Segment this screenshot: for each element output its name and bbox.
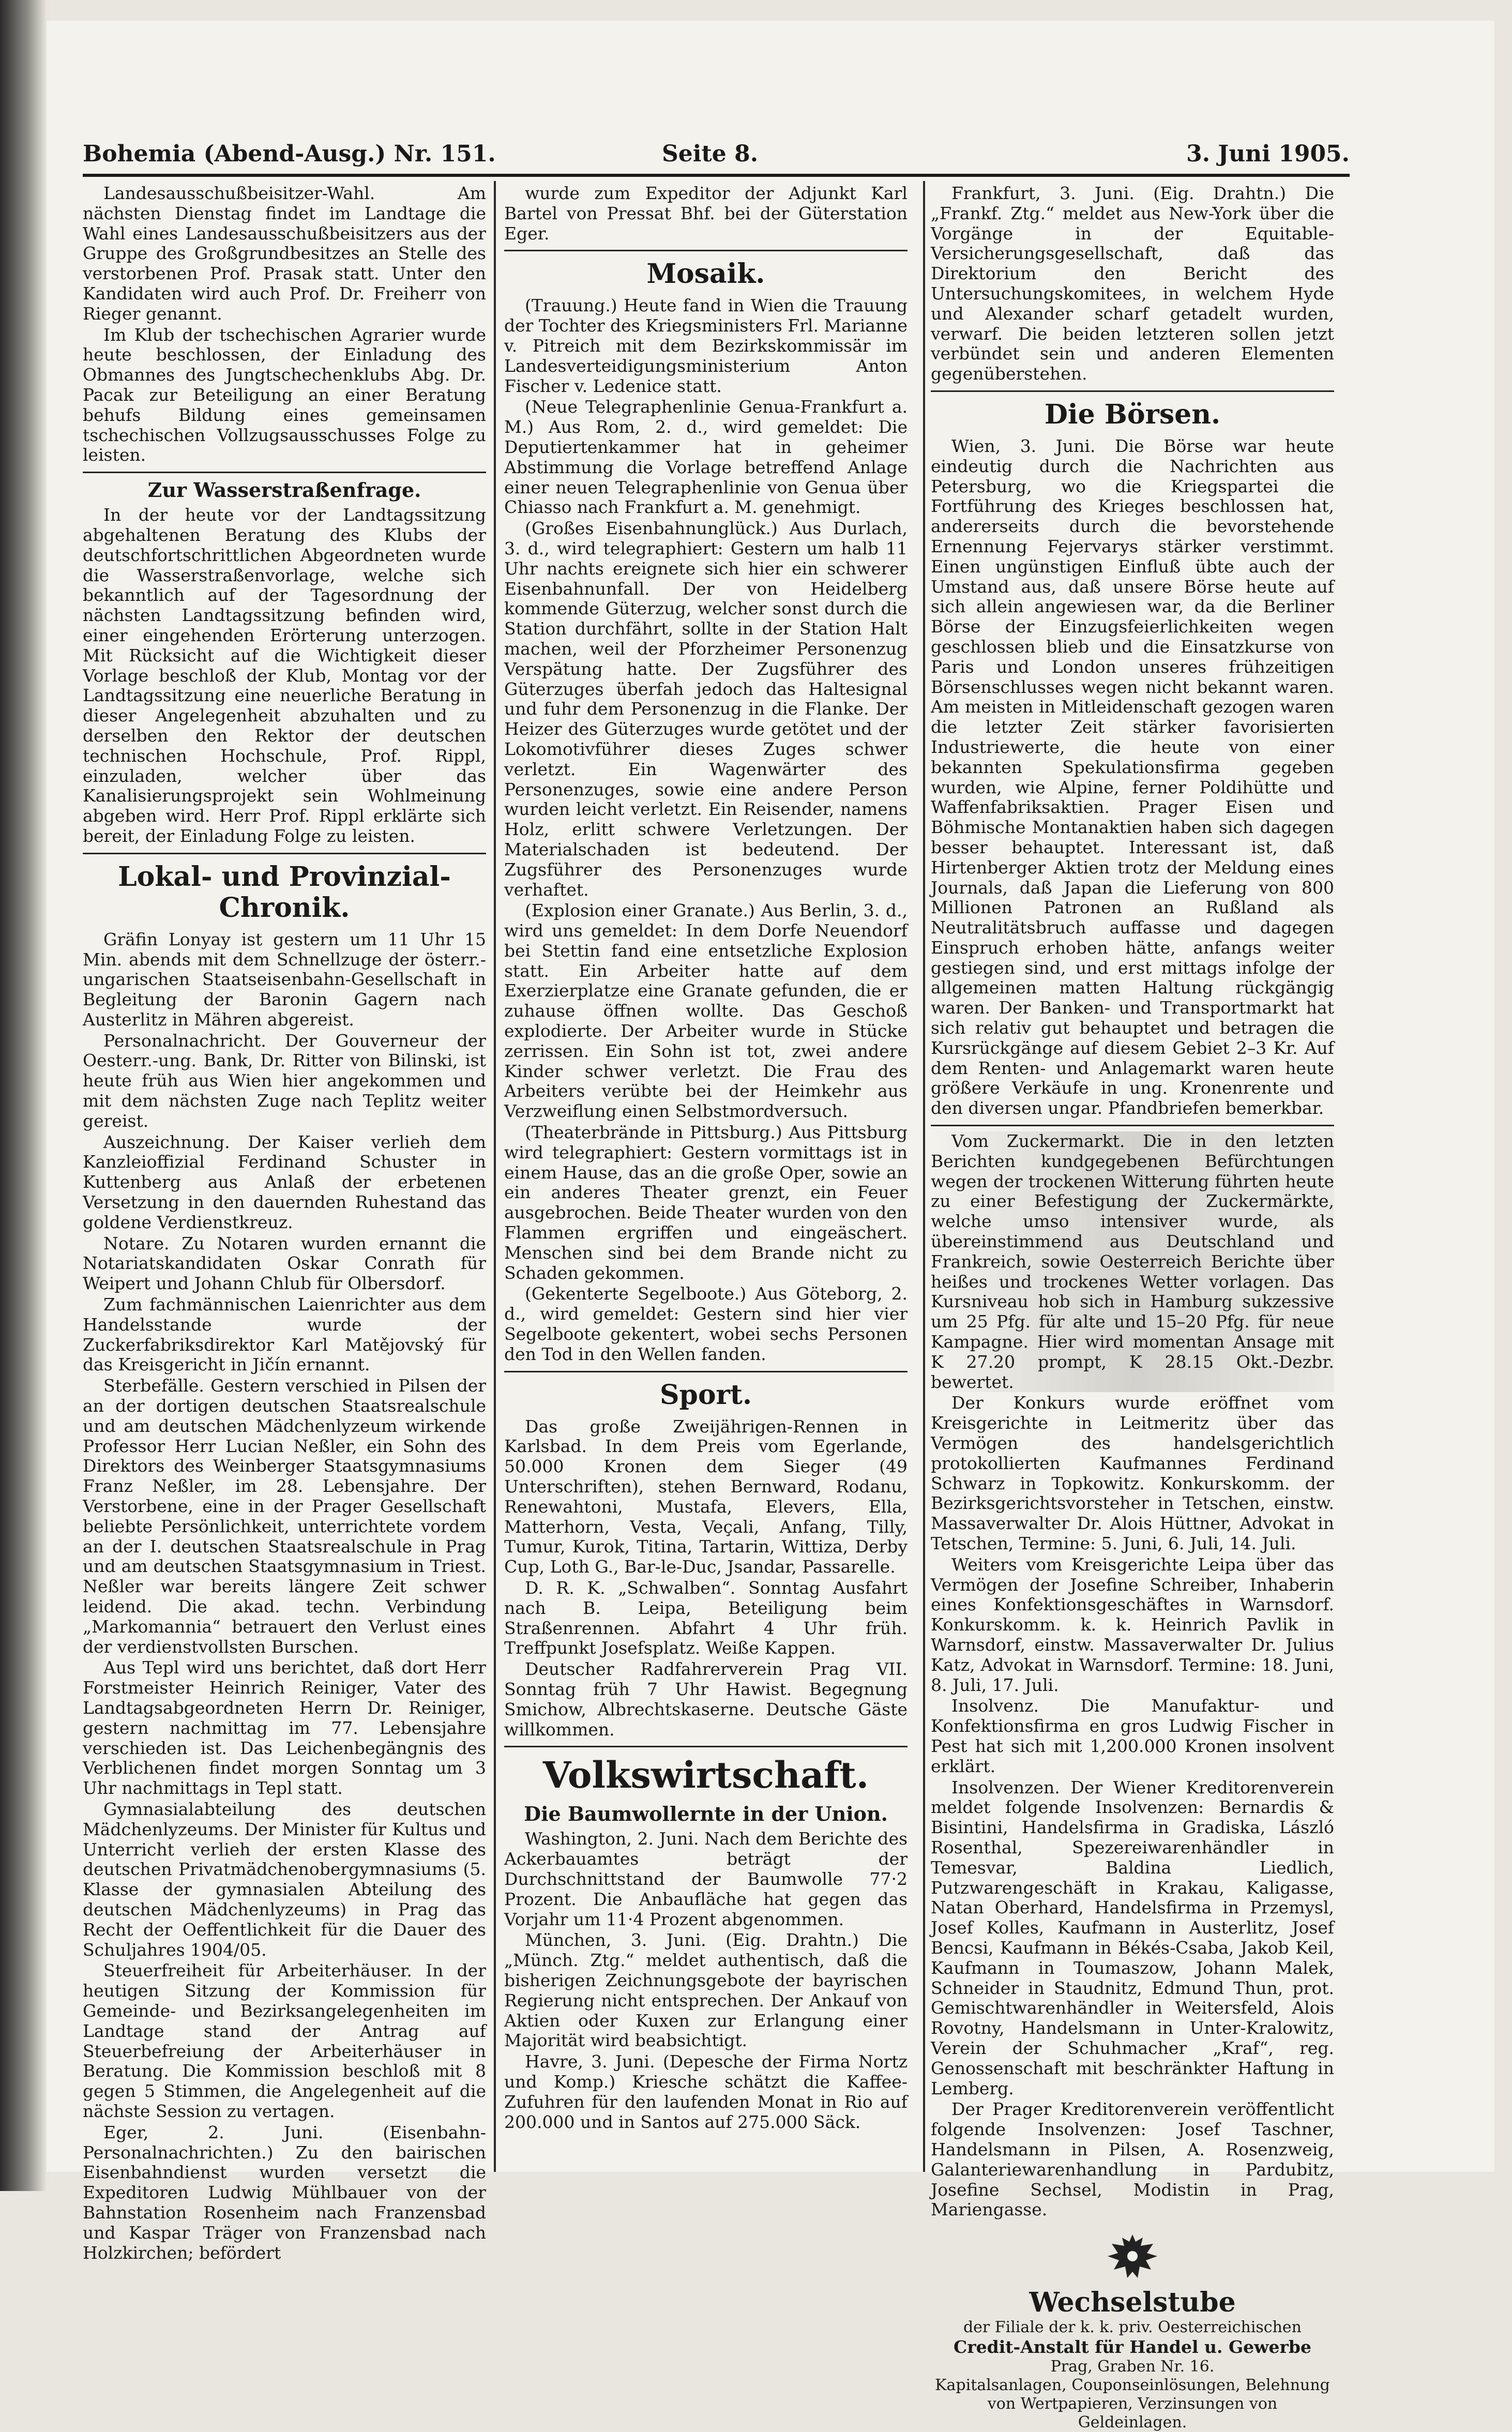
separator [504, 250, 908, 251]
article-personalnachricht: Personalnachricht. Der Gouverneur der Oesterr.-ung. Bank, Dr. Ritter von Bilinski, ist heute früh aus Wien hier angekommen und mit dem nächsten Zuge nach Teplitz weiter gereist. [83, 1030, 486, 1131]
header-title: Bohemia (Abend-Ausg.) Nr. 151. [83, 141, 496, 167]
article-konkurs-leipa: Weiters vom Kreisgerichte Leipa über das Vermögen der Josefine Schreiber, Inhaberin eines Konfektionsgeschäftes in Warnsdorf. Konkurskomm. k. k. Heinrich Pavlik in Warnsdorf, einstw. Massaverwalter Dr. Julius Katz, Advokat in Warnsdorf. Termine: 18. Juni, 8. Juli, 17. Juli. [931, 1554, 1334, 1695]
header-rule [83, 174, 1350, 177]
article-granate: (Explosion einer Granate.) Aus Berlin, 3. d., wird uns gemeldet: In dem Dorfe Neuendorf bei Stettin fand eine entsetzliche Explosion statt. Ein Arbeiter hatte auf dem Exerzierplatze eine Granate gefunden, die er zuhause öffnen wollte. Das Geschoß explodierte. Der Arbeiter wurde in Stücke zerrissen. Ein Sohn ist tot, zwei andere Kinder schwer verletzt. Die Frau des Arbeiters verübte bei der Heimkehr aus Verzweiflung einen Selbstmordversuch. [504, 900, 908, 1122]
heading-boersen: Die Börsen. [1044, 398, 1221, 430]
advertisement-wechselstube [931, 2230, 1334, 2432]
ad-title: Wechselstube [1029, 2287, 1236, 2319]
article-gymnasialabteilung: Gymnasialabteilung des deutschen Mädchenlyzeums. Der Minister für Kultus und Unterricht verlieh der ersten Klasse des deutschen Privatmädchenobergymnasiums (5. Klasse der gymnasialen Abteilung des deutschen Mädchenlyzeums) in Prag das Recht der Oeffentlichkeit für die Dauer des Schuljahres 1904/05. [83, 1799, 486, 1960]
article-laienrichter: Zum fachmännischen Laienrichter aus dem Handelsstande wurde der Zuckerfabriksdirektor Karl Matějovský für das Kreisgericht in Jičín ernannt. [83, 1294, 486, 1375]
column-1 [83, 183, 486, 2263]
article-radfahrerverein: Deutscher Radfahrerverein Prag VII. Sonntag früh 7 Uhr Hawist. Begegnung Smichow, Albrechtskaserne. Deutsche Gäste willkommen. [504, 1659, 908, 1740]
separator [504, 1371, 908, 1372]
article-havre: Havre, 3. Juni. (Depesche der Firma Nortz und Komp.) Kriesche schätzt die Kaffee-Zufuhren für den laufenden Monat in Rio auf 200.000 und in Santos auf 275.000 Säck. [504, 2051, 908, 2132]
article-trauung: (Trauung.) Heute fand in Wien die Trauung der Tochter des Kriegsministers Frl. Marianne v. Pitreich mit dem Bezirkskommissär im Landesverteidigungsministerium Anton Fischer v. Ledenice statt. [504, 295, 908, 396]
article-wasserstrassenfrage: In der heute vor der Landtagssitzung abgehaltenen Beratung des Klubs der deutschfortschrittlichen Abgeordneten wurde die Wasserstraßenvorlage, welche sich bekanntlich auf der Tagesordnung der nächsten Landtagssitzung befinden wird, einer eingehenden Erörterung unterzogen. Mit Rücksicht auf die Wichtigkeit dieser Vorlage beschloß der Klub, Montag vor der Landtagssitzung eine neuerliche Beratung in dieser Angelegenheit abzuhalten und zu derselben den Rektor der deutschen technischen Hochschule, Prof. Rippl, einzuladen, welcher über das Kanalisierungsprojekt sein Wohlmeinung abgeben wird. Herr Prof. Rippl erklärte sich bereit, der Einladung Folge zu leisten. [83, 505, 486, 846]
column-divider-2 [923, 181, 925, 2172]
heading-volkswirtschaft: Volkswirtschaft. [542, 1754, 869, 1797]
heading-lokal-chronik: Lokal- und Provinzial-Chronik. [118, 860, 451, 924]
ad-line-2: Credit-Anstalt für Handel u. Gewerbe [954, 2337, 1311, 2358]
article-notare: Notare. Zu Notaren wurden ernannt die Notariatskandidaten Oskar Conrath für Weipert und Johann Chlub für Olbersdorf. [83, 1233, 486, 1294]
heading-sport: Sport. [659, 1379, 752, 1411]
article-washington: Washington, 2. Juni. Nach dem Berichte des Ackerbauamtes beträgt der Durchschnittstand der Baumwolle 77·2 Prozent. Die Anbaufläche hat gegen das Vorjahr um 11·4 Prozent abgenommen. [504, 1829, 908, 1929]
article-landesausschuss: Landesausschußbeisitzer-Wahl. Am nächsten Dienstag findet im Landtage die Wahl eines Landesausschußbeisitzers aus der Gruppe des Großgrundbesitzes an Stelle des verstorbenen Prof. Prasak statt. Unter den Kandidaten wird auch Prof. Dr. Freiherr von Rieger genannt. [83, 183, 486, 324]
article-eger: Eger, 2. Juni. (Eisenbahn-Personalnachrichten.) Zu den bairischen Eisenbahndienst wurden versetzt die Expeditoren Ludwig Mühlbauer von der Bahnstation Rosenheim nach Franzensbad und Kaspar Träger von Franzensbad nach Holzkirchen; befördert [83, 2122, 486, 2263]
header-page-number: Seite 8. [662, 141, 759, 167]
article-sterbefaelle: Sterbefälle. Gestern verschied in Pilsen der an der dortigen deutschen Staatsrealschule und am deutschen Mädchenlyzeum wirkende Professor Herr Lucian Neßler, ein Sohn des Direktors des Weinberger Staatsgymnasiums Franz Neßler, im 28. Lebensjahre. Der Verstorbene, eine in der Prager Gesellschaft beliebte Persönlichkeit, unterrichtete vordem an der I. deutschen Staatsrealschule in Prag und am deutschen Staatsgymnasium in Triest. Neßler war bereits längere Zeit schwer leidend. Die akad. techn. Verbindung „Markomannia“ betrauert den Verlust eines der verdienstvollsten Burschen. [83, 1376, 486, 1657]
double-eagle-icon [1101, 2230, 1163, 2287]
article-tepl: Aus Tepl wird uns berichtet, daß dort Herr Forstmeister Heinrich Reiniger, Vater des Landtagsabgeordneten Herrn Dr. Reiniger, gestern nachmittag im 77. Lebensjahre verschieden ist. Das Leichenbegängnis des Verblichenen findet morgen Sonntag um 3 Uhr nachmittags in Tepl statt. [83, 1657, 486, 1799]
ad-line-3: Prag, Graben Nr. 16. [1050, 2358, 1215, 2376]
article-muenchen: München, 3. Juni. (Eig. Drahtn.) Die „Münch. Ztg.“ meldet authentisch, daß die bisherigen Zeichnungsgebote der bayrischen Regierung nicht entsprechen. Der Ankauf von Aktien oder Kuxen zur Erlangung einer Majorität wird beabsichtigt. [504, 1930, 908, 2051]
article-eger-continued: wurde zum Expeditor der Adjunkt Karl Bartel von Pressat Bhf. bei der Güterstation Eger. [504, 183, 908, 244]
separator [931, 1125, 1334, 1126]
article-schwalben: D. R. K. „Schwalben“. Sonntag Ausfahrt nach B. Leipa, Beteiligung beim Straßenrennen. Abfahrt 4 Uhr früh. Treffpunkt Josefsplatz. Weiße Kappen. [504, 1578, 908, 1658]
page-header [83, 141, 1350, 177]
separator [83, 472, 486, 473]
column-divider-1 [494, 181, 496, 2172]
heading-baumwollernte: Die Baumwollernte in der Union. [524, 1802, 888, 1826]
column-3 [931, 183, 1334, 2432]
separator [504, 1746, 908, 1747]
heading-mosaik: Mosaik. [646, 258, 765, 290]
article-insolvenzen-prag: Der Prager Kreditorenverein veröffentlicht folgende Insolvenzen: Josef Taschner, Handelsmann in Pilsen, A. Rosenzweig, Galanteriewarenhandlung in Pardubitz, Josefine Sechsel, Modistin in Prag, Mariengasse. [931, 2099, 1334, 2220]
article-steuerfreiheit: Steuerfreiheit für Arbeiterhäuser. In der heutigen Sitzung der Kommission für Gemeinde- und Bezirksangelegenheiten im Landtage stand der Antrag auf Steuerbefreiung der Arbeiterhäuser in Beratung. Die Kommission beschloß mit 8 gegen 5 Stimmen, die Angelegenheit auf die nächste Session zu vertagen. [83, 1960, 486, 2121]
article-konkurs: Der Konkurs wurde eröffnet vom Kreisgerichte in Leitmeritz über das Vermögen des handelsgerichtlich protokollierten Kaufmannes Ferdinand Schwarz in Topkowitz. Konkurskomm. der Bezirksgerichtsvorsteher in Tetschen, einstw. Massaverwalter Dr. Alois Hüttner, Advokat in Tetschen, Termine: 5. Juni, 6. Juli, 14. Juli. [931, 1393, 1334, 1553]
header-date: 3. Juni 1905. [1186, 141, 1350, 167]
article-lonyay: Gräfin Lonyay ist gestern um 11 Uhr 15 Min. abends mit dem Schnellzuge der österr.-ungarischen Staatseisenbahn-Gesellschaft in Begleitung der Baronin Gagern nach Austerlitz in Mähren abgereist. [83, 929, 486, 1030]
ad-line-1: der Filiale der k. k. priv. Oesterreichischen [963, 2318, 1302, 2337]
article-rennen-karlsbad: Das große Zweijährigen-Rennen in Karlsbad. In dem Preis vom Egerlande, 50.000 Kronen dem Sieger (49 Unterschriften), stehen Bernward, Rodanu, Renewahtoni, Mustafa, Elevers, Ella, Matterhorn, Vesta, Veçali, Anfang, Tilly, Tumur, Kurok, Titina, Tartarin, Wittiza, Derby Cup, Loth G., Bar-le-Duc, Jsandar, Passarelle. [504, 1416, 908, 1577]
separator [83, 853, 486, 854]
article-telegraphenlinie: (Neue Telegraphenlinie Genua-Frankfurt a. M.) Aus Rom, 2. d., wird gemeldet: Die Deputiertenkammer hat in geheimer Abstimmung die Vorlage betreffend Anlage einer neuen Telegraphenlinie von Genua über Chiasso nach Frankfurt a. M. genehmigt. [504, 397, 908, 518]
article-auszeichnung: Auszeichnung. Der Kaiser verlieh dem Kanzleioffizial Ferdinand Schuster in Kuttenberg aus Anlaß der erbetenen Versetzung in den dauernden Ruhestand das goldene Verdienstkreuz. [83, 1131, 486, 1232]
page-edge-shadow [0, 0, 47, 2191]
article-eisenbahnunglueck: (Großes Eisenbahnunglück.) Aus Durlach, 3. d., wird telegraphiert: Gestern um halb 11 Uhr nachts ereignete sich hier ein schwerer Eisenbahnunfall. Der von Heidelberg kommende Güterzug, welcher sonst durch die Station durchfährt, sollte in der Station Halt machen, weil der Pforzheimer Personenzug Verspätung hatte. Der Zugsführer des Güterzuges überfah jedoch das Haltesignal und fuhr dem Personenzug in die Flanke. Der Heizer des Güterzuges wurde getötet und der Lokomotivführer dieses Zuges schwer verletzt. Ein Wagenwärter des Personenzuges, sowie eine andere Person wurden leicht verletzt. Ein Reisender, namens Holz, erlitt schwere Verletzungen. Der Materialschaden ist bedeutend. Der Zugsführer des Personenzuges wurde verhaftet. [504, 518, 908, 900]
article-frankfurt: Frankfurt, 3. Juni. (Eig. Drahtn.) Die „Frankf. Ztg.“ meldet aus New-York über die Vorgänge in der Equitable-Versicherungsgesellschaft, daß das Direktorium den Bericht des Untersuchungskomitees, in welchem Hyde und Alexander scharf getadelt wurden, verwarf. Die beiden letzteren sollen jetzt verbündet sein und anderen Elementen gegenüberstehen. [931, 183, 1334, 384]
article-zuckermarkt: Vom Zuckermarkt. Die in den letzten Berichten kundgegebenen Befürchtungen wegen der trockenen Witterung führten heute zu einer Befestigung der Zuckermärkte, welche umso intensiver wurde, als übereinstimmend aus Deutschland und Frankreich, sowie Oesterreich Berichte über heißes und trockenes Wetter vorlagen. Das Kursniveau hob sich in Hamburg sukzessive um 25 Pfg. für alte und 15–20 Pfg. für neue Kampagne. Hier wird momentan Ansage mit K 27.20 prompt, K 28.15 Okt.-Dezbr. bewertet. [931, 1131, 1334, 1392]
article-theaterbraende: (Theaterbrände in Pittsburg.) Aus Pittsburg wird telegraphiert: Gestern vormittags ist in einem Hause, das an die große Oper, sowie an ein anderes Theater grenzt, ein Feuer ausgebrochen. Beide Theater wurden von den Flammen ergriffen und eingeäschert. Menschen sind bei dem Brande nicht zu Schaden gekommen. [504, 1122, 908, 1283]
ad-line-4: Kapitalsanlagen, Couponseinlösungen, Belehnung von Wertpapieren, Verzinsungen von Geldeinlagen. [935, 2376, 1330, 2432]
article-segelboote: (Gekenterte Segelboote.) Aus Göteborg, 2. d., wird gemeldet: Gestern sind hier vier Segelboote gekentert, wobei sechs Personen den Tod in den Wellen fanden. [504, 1283, 908, 1364]
article-agrarier-klub: Im Klub der tschechischen Agrarier wurde heute beschlossen, der Einladung des Obmannes des Jungtschechenklubs Abg. Dr. Pacak zur Beteiligung an einer Beratung behufs Bildung eines gemeinsamen tschechischen Vollzugsausschusses Folge zu leisten. [83, 324, 486, 465]
separator [931, 390, 1334, 392]
article-wien-boerse: Wien, 3. Juni. Die Börse war heute eindeutig durch die Nachrichten aus Petersburg, wo die Kriegspartei die Fortführung des Krieges beschlossen hat, andererseits durch die bevorstehende Ernennung Fejervarys stärker verstimmt. Einen ungünstigen Einfluß übte auch der Umstand aus, daß unsere Börse heute auf sich allein angewiesen war, da die Berliner Börse der Einzugsfeierlichkeiten wegen geschlossen blieb und die Einsatzkurse von Paris und London unseres frühzeitigen Börsenschlusses wegen nicht bekannt waren. Am meisten in Mitleidenschaft gezogen waren die letzter Zeit stärker favorisierten Industriewerte, die heute von einer bekannten Spekulationsfirma gegeben wurden, wie Alpine, ferner Poldihütte und Waffenfabriksaktien. Prager Eisen und Böhmische Montanaktien haben sich dagegen besser behauptet. Interessant ist, daß Hirtenberger Aktien trotz der Meldung eines Journals, daß Japan die Lieferung von 800 Millionen Patronen an Rußland als Neutralitätsbruch auffasse und dagegen Einspruch erhoben hätte, anfangs weiter gestiegen sind, und erst mittags infolge der allgemeinen matten Haltung rückgängig waren. Der Banken- und Transportmarkt hat sich relativ gut behauptet und betragen die Kursrückgänge auf diesem Gebiet 2–3 Kr. Auf dem Renten- und Anlagemarkt waren heute größere Verkäufe in ung. Kronenrente und den diversen ungar. Pfandbriefen bemerkbar. [931, 435, 1334, 1119]
article-insolvenz: Insolvenz. Die Manufaktur- und Konfektionsfirma en gros Ludwig Fischer in Pest hat sich mit 1,200.000 Kronen insolvent erklärt. [931, 1696, 1334, 1776]
article-insolvenzen-wien: Insolvenzen. Der Wiener Kreditorenverein meldet folgende Insolvenzen: Bernardis & Bisintini, Handelsfirma in Gradiska, László Rosenthal, Spezereiwarenhändler in Temesvar, Baldina Liedlich, Putzwarengeschäft in Krakau, Kaligasse, Natan Oberhard, Handelsfirma in Przemysl, Josef Kolles, Kaufmann in Austerlitz, Josef Bencsi, Kaufmann in Békés-Csaba, Jakob Keil, Kaufmann in Toumaszow, Johann Malek, Schneider in Staudnitz, Edmund Thun, prot. Gemischtwarenhändler in Weitersfeld, Alois Rovotny, Handelsmann in Unter-Kralowitz, Verein der Schuhmacher „Kraf“, reg. Genossenschaft mit beschränkter Haftung in Lemberg. [931, 1777, 1334, 2098]
heading-wasserstrassenfrage: Zur Wasserstraßenfrage. [147, 478, 421, 502]
column-2 [504, 184, 908, 2174]
